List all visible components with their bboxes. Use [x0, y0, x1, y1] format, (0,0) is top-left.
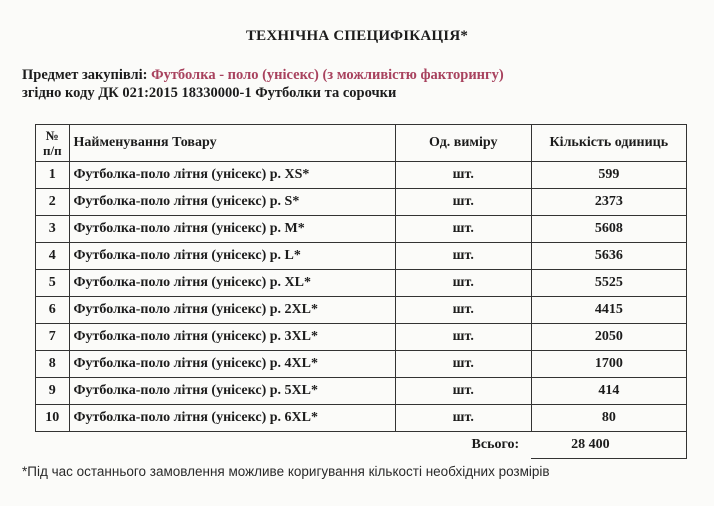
procurement-subject	[22, 66, 504, 102]
row-quantity: 2373	[531, 189, 686, 216]
row-quantity: 2050	[531, 324, 686, 351]
row-quantity: 80	[531, 405, 686, 432]
row-number: 3	[36, 216, 70, 243]
row-number: 7	[36, 324, 70, 351]
row-number: 8	[36, 351, 70, 378]
row-unit: шт.	[395, 243, 531, 270]
table-row	[36, 270, 687, 297]
row-quantity: 5636	[531, 243, 686, 270]
row-quantity: 5525	[531, 270, 686, 297]
row-quantity: 5608	[531, 216, 686, 243]
row-unit: шт.	[395, 405, 531, 432]
header-quantity: Кількість одиниць	[531, 125, 686, 162]
row-name: Футболка-поло літня (унісекс) р. XL*	[69, 270, 395, 297]
row-name: Футболка-поло літня (унісекс) р. 4XL*	[69, 351, 395, 378]
header-name: Найменування Товару	[69, 125, 395, 162]
row-unit: шт.	[395, 216, 531, 243]
row-unit: шт.	[395, 270, 531, 297]
table-row	[36, 297, 687, 324]
row-unit: шт.	[395, 297, 531, 324]
row-unit: шт.	[395, 162, 531, 189]
row-unit: шт.	[395, 189, 531, 216]
row-name: Футболка-поло літня (унісекс) р. L*	[69, 243, 395, 270]
row-quantity: 1700	[531, 351, 686, 378]
table-header-row	[36, 125, 687, 162]
total-row	[36, 432, 687, 459]
table-row	[36, 216, 687, 243]
total-label: Всього:	[471, 437, 520, 453]
row-name: Футболка-поло літня (унісекс) р. М*	[69, 216, 395, 243]
header-unit: Од. виміру	[395, 125, 531, 162]
total-spacer	[69, 432, 395, 459]
table-row	[36, 405, 687, 432]
total-spacer	[36, 432, 70, 459]
row-unit: шт.	[395, 351, 531, 378]
header-number: № п/п	[36, 125, 70, 162]
row-unit: шт.	[395, 378, 531, 405]
table-row	[36, 378, 687, 405]
row-quantity: 4415	[531, 297, 686, 324]
row-name: Футболка-поло літня (унісекс) р. 6XL*	[69, 405, 395, 432]
subject-line	[22, 66, 504, 84]
row-quantity: 599	[531, 162, 686, 189]
table-row	[36, 243, 687, 270]
table-row	[36, 189, 687, 216]
row-number: 5	[36, 270, 70, 297]
footnote: *Під час останнього замовлення можливе коригування кількості необхідних розмірів	[22, 464, 550, 479]
subject-code-line: згідно коду ДК 021:2015 18330000-1 Футболки та сорочки	[22, 85, 397, 101]
row-number: 6	[36, 297, 70, 324]
row-number: 4	[36, 243, 70, 270]
row-number: 9	[36, 378, 70, 405]
subject-value: Футболка - поло (унісекс) (з можливістю факторингу)	[151, 67, 504, 83]
table-row	[36, 351, 687, 378]
row-number: 2	[36, 189, 70, 216]
row-name: Футболка-поло літня (унісекс) р. 5XL*	[69, 378, 395, 405]
row-name: Футболка-поло літня (унісекс) р. S*	[69, 189, 395, 216]
row-number: 1	[36, 162, 70, 189]
row-name: Футболка-поло літня (унісекс) р. 3XL*	[69, 324, 395, 351]
row-quantity: 414	[531, 378, 686, 405]
total-value: 28 400	[531, 432, 686, 459]
row-name: Футболка-поло літня (унісекс) р. XS*	[69, 162, 395, 189]
document-title: ТЕХНІЧНА СПЕЦИФІКАЦІЯ*	[245, 28, 469, 44]
row-name: Футболка-поло літня (унісекс) р. 2XL*	[69, 297, 395, 324]
table-row	[36, 162, 687, 189]
specification-table	[35, 124, 687, 459]
subject-label: Предмет закупівлі:	[22, 67, 152, 83]
row-unit: шт.	[395, 324, 531, 351]
row-number: 10	[36, 405, 70, 432]
table-row	[36, 324, 687, 351]
